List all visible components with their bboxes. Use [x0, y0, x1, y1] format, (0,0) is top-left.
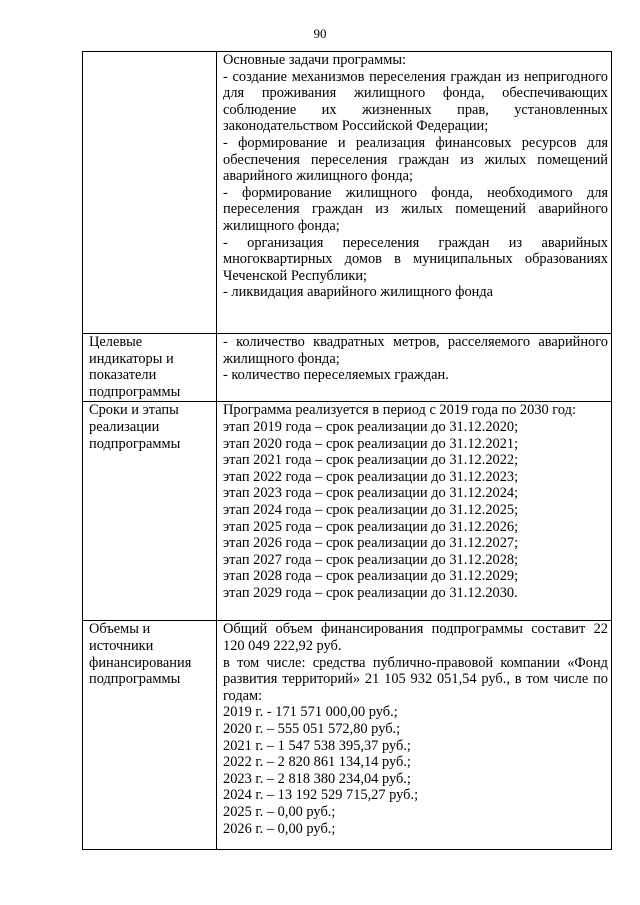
content-paragraph: Общий объем финансирования подпрограммы составит 22 120 049 222,92 руб.: [223, 621, 608, 654]
page-number: 90: [313, 26, 327, 41]
year-amount-line: 2023 г. – 2 818 380 234,04 руб.;: [223, 770, 411, 787]
stage-line: этап 2027 года – срок реализации до 31.12.2028;: [223, 551, 519, 568]
year-amount-line: 2020 г. – 555 051 572,80 руб.;: [223, 720, 401, 737]
year-amount-line: 2025 г. – 0,00 руб.;: [223, 803, 336, 820]
row-label: [83, 52, 217, 334]
program-passport-table: [82, 51, 612, 850]
row-content: [217, 334, 612, 402]
content-paragraph: Программа реализуется в период с 2019 года по 2030 год:: [223, 402, 576, 419]
table-row-stages: [83, 402, 612, 621]
stage-line: этап 2019 года – срок реализации до 31.12.2020;: [223, 418, 519, 435]
stage-line: этап 2023 года – срок реализации до 31.12.2024;: [223, 485, 519, 502]
content-paragraph: - создание механизмов переселения граждан из непригодного для проживания жилищного фонда, обеспечивающих соблюдение их жизненных прав, установленных законодательством Российской Федерации;: [223, 68, 608, 135]
content-paragraph: в том числе: средства публично-правовой компании «Фонд развития территорий» 21 105 932 051,54 руб., в том числе по годам:: [223, 654, 608, 704]
stage-line: этап 2025 года – срок реализации до 31.12.2026;: [223, 518, 519, 535]
row-content: [217, 402, 612, 621]
year-amount-line: 2024 г. – 13 192 529 715,27 руб.;: [223, 787, 419, 804]
row-label: Объемы и источники финансирования подпрограммы: [83, 621, 217, 850]
year-amount-line: 2021 г. – 1 547 538 395,37 руб.;: [223, 737, 411, 754]
stage-line: этап 2029 года – срок реализации до 31.12.2030.: [223, 584, 518, 601]
stage-line: этап 2024 года – срок реализации до 31.12.2025;: [223, 501, 519, 518]
stage-line: этап 2022 года – срок реализации до 31.12.2023;: [223, 468, 519, 485]
table-row-indicators: [83, 334, 612, 402]
row-content: [217, 52, 612, 334]
content-paragraph: - количество переселяемых граждан.: [223, 367, 449, 384]
stage-line: этап 2028 года – срок реализации до 31.12.2029;: [223, 568, 519, 585]
year-amount-line: 2019 г. - 171 571 000,00 руб.;: [223, 704, 398, 721]
stage-line: этап 2021 года – срок реализации до 31.12.2022;: [223, 452, 519, 469]
content-paragraph: - ликвидация аварийного жилищного фонда: [223, 284, 494, 301]
content-paragraph: Основные задачи программы:: [223, 52, 407, 68]
year-amount-line: 2026 г. – 0,00 руб.;: [223, 820, 336, 837]
content-paragraph: - формирование жилищного фонда, необходимого для переселения граждан из жилых помещений аварийного жилищного фонда;: [223, 184, 608, 234]
row-content: [217, 621, 612, 850]
content-paragraph: - количество квадратных метров, расселяемого аварийного жилищного фонда;: [223, 334, 608, 367]
table-row-finance: [83, 621, 612, 850]
year-amount-line: 2022 г. – 2 820 861 134,14 руб.;: [223, 754, 411, 771]
row-label: Сроки и этапы реализации подпрограммы: [83, 402, 217, 621]
row-label: Целевые индикаторы и показатели подпрограммы: [83, 334, 217, 402]
content-paragraph: - формирование и реализация финансовых ресурсов для обеспечения переселения граждан из жилых помещений аварийного жилищного фонда;: [223, 134, 608, 185]
stage-line: этап 2026 года – срок реализации до 31.12.2027;: [223, 535, 519, 552]
table-row-tasks: [83, 52, 612, 334]
stage-line: этап 2020 года – срок реализации до 31.12.2021;: [223, 435, 519, 452]
content-paragraph: - организация переселения граждан из аварийных многоквартирных домов в муниципальных образованиях Чеченской Республики;: [223, 234, 608, 284]
